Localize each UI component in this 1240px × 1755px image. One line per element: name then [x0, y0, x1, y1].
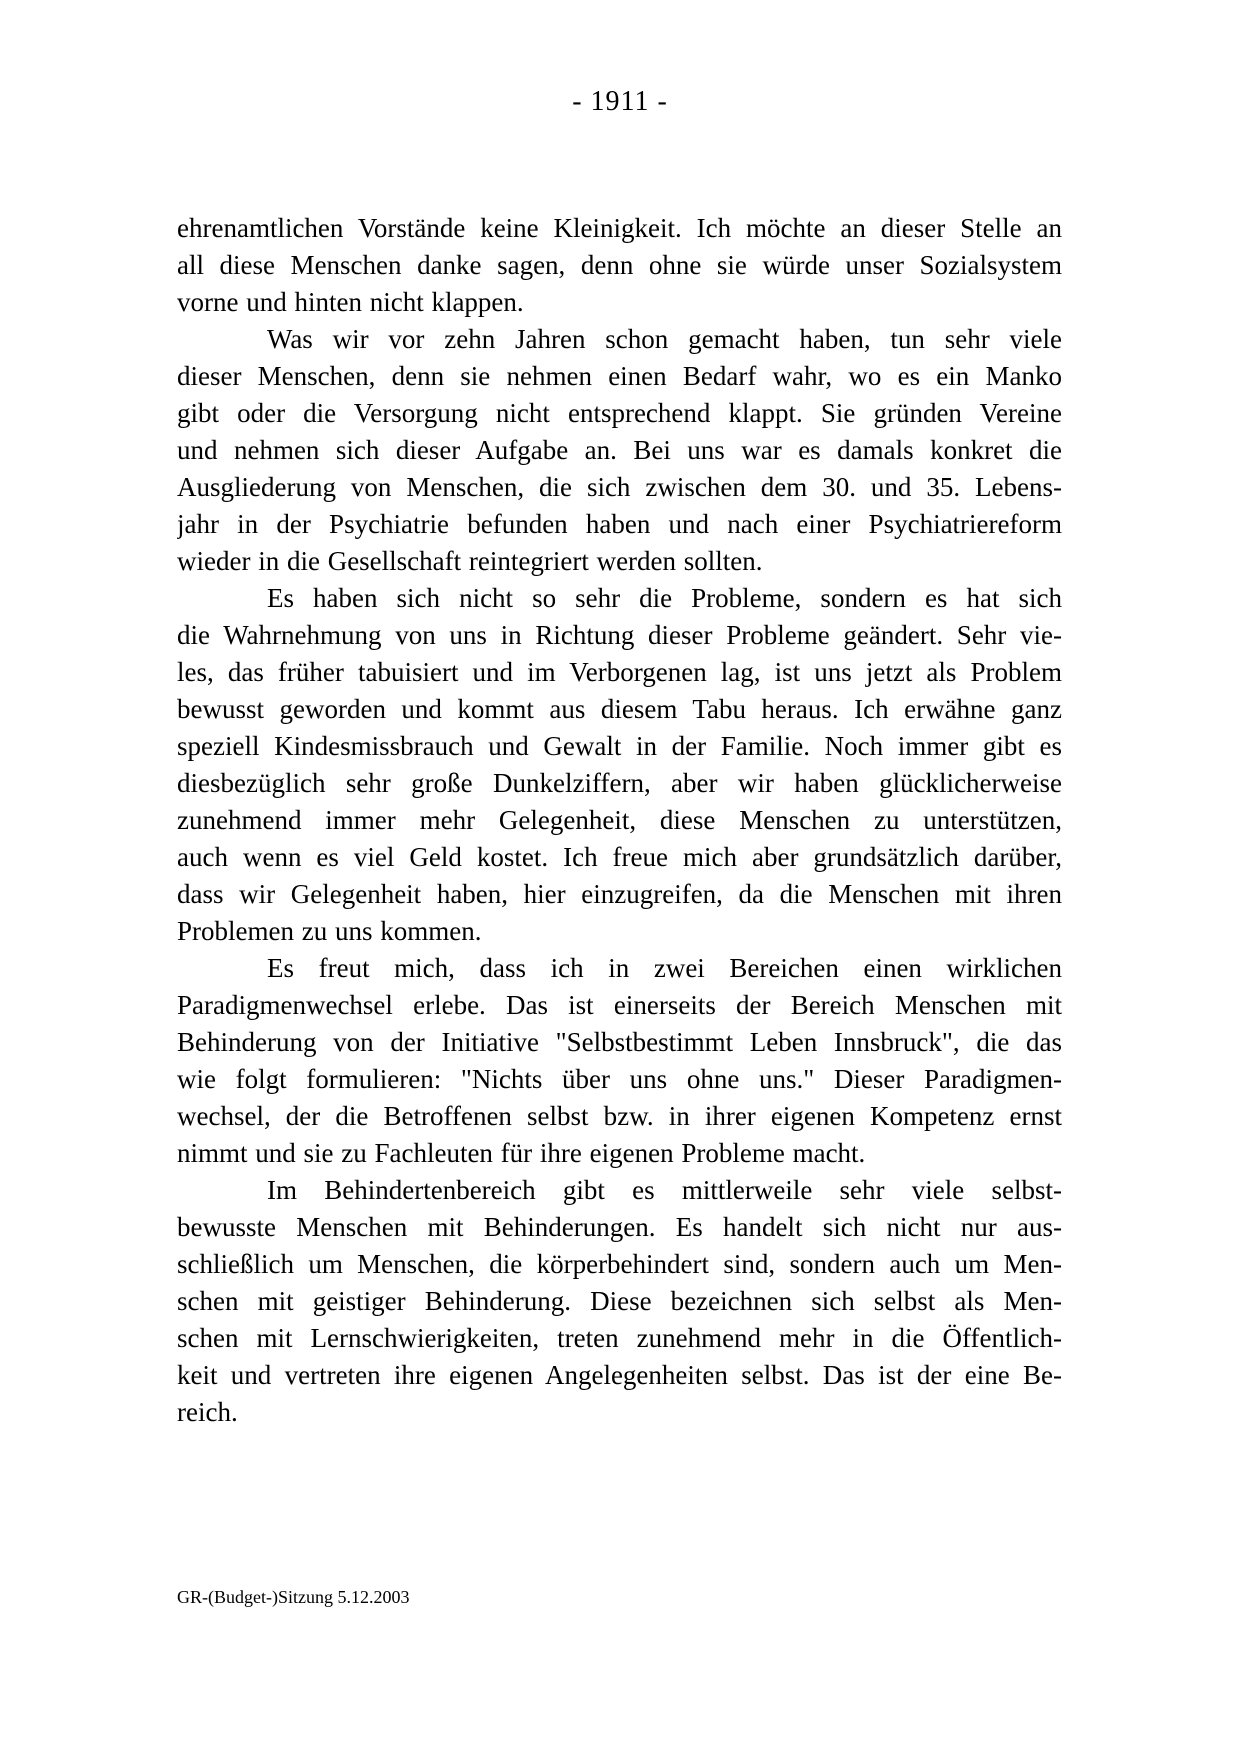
text-line: dass wir Gelegenheit haben, hier einzugreifen, da die Menschen mit ihren: [177, 879, 1062, 909]
text-line: Was wir vor zehn Jahren schon gemacht haben, tun sehr viele: [267, 324, 1062, 354]
text-line: nimmt und sie zu Fachleuten für ihre eigenen Probleme macht.: [177, 1138, 866, 1168]
text-line: schen mit geistiger Behinderung. Diese bezeichnen sich selbst als Men-: [177, 1286, 1062, 1316]
text-line: Im Behindertenbereich gibt es mittlerweile sehr viele selbst-: [267, 1175, 1062, 1205]
text-line: Behinderung von der Initiative "Selbstbestimmt Leben Innsbruck", die das: [177, 1027, 1062, 1057]
text-line: Paradigmenwechsel erlebe. Das ist einerseits der Bereich Menschen mit: [177, 990, 1062, 1020]
text-line: speziell Kindesmissbrauch und Gewalt in der Familie. Noch immer gibt es: [177, 731, 1062, 761]
text-line: schen mit Lernschwierigkeiten, treten zunehmend mehr in die Öffentlich-: [177, 1323, 1062, 1353]
text-line: bewusste Menschen mit Behinderungen. Es handelt sich nicht nur aus-: [177, 1212, 1062, 1242]
text-line: Es haben sich nicht so sehr die Probleme, sondern es hat sich: [267, 583, 1062, 613]
text-line: all diese Menschen danke sagen, denn ohne sie würde unser Sozialsystem: [177, 250, 1062, 280]
text-line: les, das früher tabuisiert und im Verborgenen lag, ist uns jetzt als Problem: [177, 657, 1062, 687]
paragraph: [177, 950, 1062, 1172]
paragraph: [177, 210, 1062, 321]
text-line: gibt oder die Versorgung nicht entsprechend klappt. Sie gründen Vereine: [177, 398, 1062, 428]
text-line: wieder in die Gesellschaft reintegriert werden sollten.: [177, 546, 763, 576]
footer-session-label: GR-(Budget-)Sitzung 5.12.2003: [177, 1587, 410, 1607]
text-line: vorne und hinten nicht klappen.: [177, 287, 524, 317]
paragraph: [177, 1172, 1062, 1431]
text-line: dieser Menschen, denn sie nehmen einen Bedarf wahr, wo es ein Manko: [177, 361, 1062, 391]
text-line: ehrenamtlichen Vorstände keine Kleinigkeit. Ich möchte an dieser Stelle an: [177, 213, 1062, 243]
text-line: Ausgliederung von Menschen, die sich zwischen dem 30. und 35. Lebens-: [177, 472, 1062, 502]
text-line: wechsel, der die Betroffenen selbst bzw. in ihrer eigenen Kompetenz ernst: [177, 1101, 1062, 1131]
text-line: Problemen zu uns kommen.: [177, 916, 482, 946]
text-line: wie folgt formulieren: "Nichts über uns ohne uns." Dieser Paradigmen-: [177, 1064, 1062, 1094]
paragraph: [177, 321, 1062, 580]
text-line: keit und vertreten ihre eigenen Angelegenheiten selbst. Das ist der eine Be-: [177, 1360, 1062, 1390]
text-line: bewusst geworden und kommt aus diesem Tabu heraus. Ich erwähne ganz: [177, 694, 1062, 724]
document-body: [177, 210, 1062, 1431]
text-line: jahr in der Psychiatrie befunden haben und nach einer Psychiatriereform: [177, 509, 1062, 539]
text-line: auch wenn es viel Geld kostet. Ich freue mich aber grundsätzlich darüber,: [177, 842, 1062, 872]
text-line: und nehmen sich dieser Aufgabe an. Bei uns war es damals konkret die: [177, 435, 1062, 465]
text-line: zunehmend immer mehr Gelegenheit, diese Menschen zu unterstützen,: [177, 805, 1062, 835]
paragraph: [177, 580, 1062, 950]
text-line: schließlich um Menschen, die körperbehindert sind, sondern auch um Men-: [177, 1249, 1062, 1279]
text-line: Es freut mich, dass ich in zwei Bereichen einen wirklichen: [267, 953, 1062, 983]
page-number: - 1911 -: [572, 86, 668, 117]
text-line: diesbezüglich sehr große Dunkelziffern, aber wir haben glücklicherweise: [177, 768, 1062, 798]
text-line: reich.: [177, 1397, 238, 1427]
text-line: die Wahrnehmung von uns in Richtung dieser Probleme geändert. Sehr vie-: [177, 620, 1062, 650]
